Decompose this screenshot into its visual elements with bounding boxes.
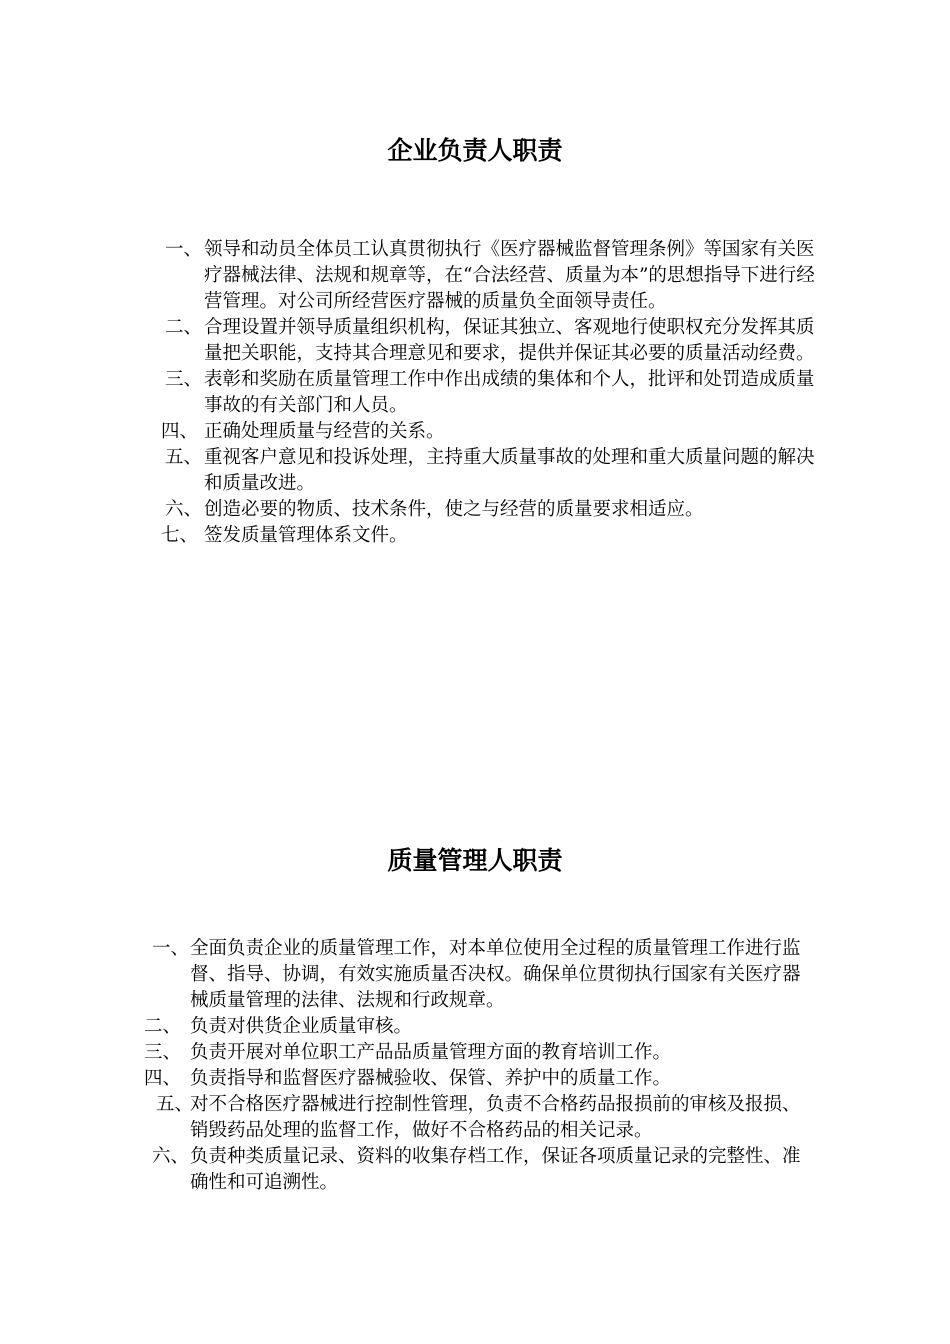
item-number: 五、 [156,1094,194,1115]
list-item [152,1092,814,1144]
item-text: 对不合格医疗器械进行控制性管理，负责不合格药品报损前的审核及报损、销毁药品处理的监督工作，做好不合格药品的相关记录。 [190,1094,801,1141]
item-text: 重视客户意见和投诉处理，主持重大质量事故的处理和重大质量问题的解决和质量改进。 [204,447,815,494]
list-item [152,1144,814,1196]
list-item [165,237,815,315]
item-text: 表彰和奖励在质量管理工作中作出成绩的集体和个人，批评和处罚造成质量事故的有关部门和人员。 [204,369,815,416]
item-number: 七、 [161,525,199,546]
item-text: 负责对供货企业质量审核。 [190,1016,413,1037]
quality-manager-duties-list [144,936,814,1196]
item-number: 六、 [165,499,203,520]
item-number: 三、 [165,369,203,390]
list-item [165,367,815,419]
item-text: 负责种类质量记录、资料的收集存档工作，保证各项质量记录的完整性、准确性和可追溯性。 [190,1146,801,1193]
item-number: 四、 [161,421,199,442]
item-text: 正确处理质量与经营的关系。 [204,421,445,442]
item-text: 合理设置并领导质量组织机构，保证其独立、客观地行使职权充分发挥其质量把关职能，支持其合理意见和要求，提供并保证其必要的质量活动经费。 [204,317,815,364]
page-title-enterprise-head-duties: 企业负责人职责 [387,136,563,165]
list-item [165,445,815,497]
list-item [144,1066,814,1092]
item-number: 一、 [152,938,190,959]
list-item [152,936,814,1014]
item-number: 三、 [144,1042,182,1063]
item-text: 领导和动员全体员工认真贯彻执行《医疗器械监督管理条例》等国家有关医疗器械法律、法规和规章等，在“合法经营、质量为本”的思想指导下进行经营管理。对公司所经营医疗器械的质量负全面领导责任。 [204,239,815,312]
item-number: 六、 [152,1146,190,1167]
page-title-quality-manager-duties: 质量管理人职责 [387,846,563,875]
item-text: 负责指导和监督医疗器械验收、保管、养护中的质量工作。 [190,1068,672,1089]
list-item [161,523,815,549]
list-item [144,1014,814,1040]
item-text: 创造必要的物质、技术条件，使之与经营的质量要求相适应。 [204,499,704,520]
item-text: 全面负责企业的质量管理工作，对本单位使用全过程的质量管理工作进行监督、指导、协调，有效实施质量否决权。确保单位贯彻执行国家有关医疗器械质量管理的法律、法规和行政规章。 [190,938,801,1011]
item-number: 一、 [165,239,203,260]
list-item [165,315,815,367]
list-item [161,419,815,445]
item-text: 负责开展对单位职工产品品质量管理方面的教育培训工作。 [190,1042,672,1063]
item-text: 签发质量管理体系文件。 [204,525,408,546]
item-number: 五、 [165,447,203,468]
enterprise-head-duties-list [161,237,815,549]
list-item [165,497,815,523]
item-number: 二、 [165,317,203,338]
item-number: 二、 [144,1016,182,1037]
item-number: 四、 [144,1068,182,1089]
list-item [144,1040,814,1066]
